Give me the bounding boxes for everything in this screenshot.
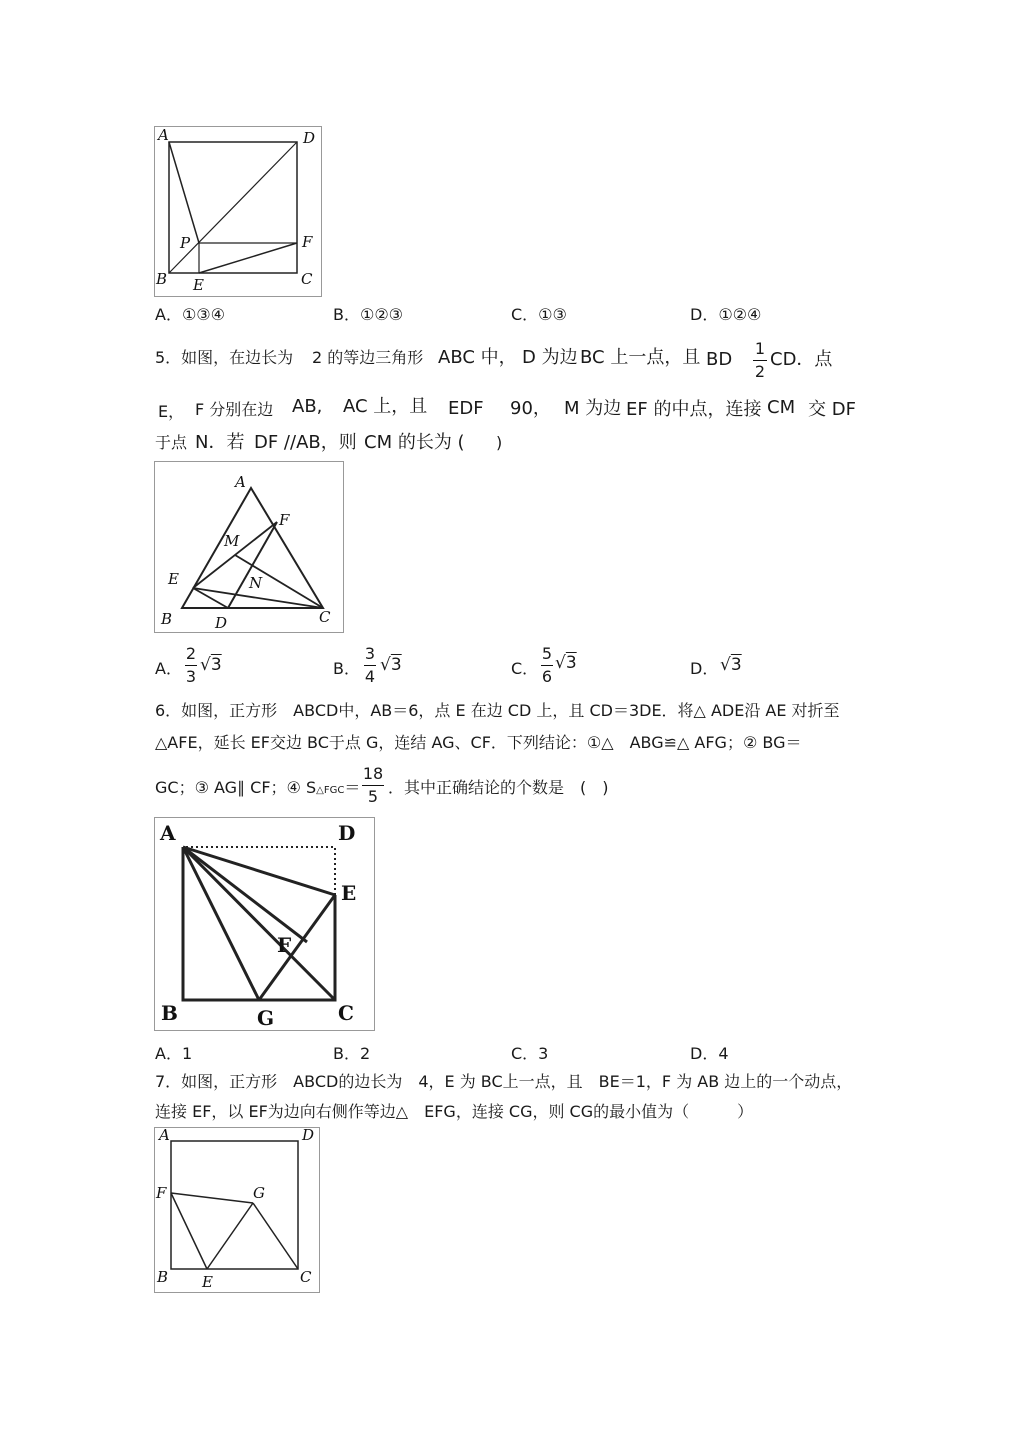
q5-text-2c: AB,: [292, 396, 323, 417]
q5-text-2j: 交 DF: [808, 399, 856, 420]
q6-option-d[interactable]: D．4: [690, 1044, 729, 1063]
q7-figure: [154, 1127, 320, 1293]
q5-text-2i: CM: [767, 397, 796, 418]
q6-text-3a: [155, 780, 360, 796]
q5-fraction-den: 2: [754, 362, 766, 381]
q6-text-3-eq: ＝: [344, 778, 361, 797]
q5-text-1g: CD．点: [770, 349, 833, 370]
q5-option-d-rad: 3: [730, 655, 742, 675]
q5-option-a[interactable]: A．: [155, 659, 182, 678]
q5-option-d-sqrt: √3: [720, 655, 742, 675]
q5-text-3a: 于点: [155, 433, 188, 452]
q4-option-b[interactable]: B．①②③: [333, 305, 404, 324]
q7-label-e: E: [202, 1273, 213, 1291]
q6-label-f: F: [277, 933, 292, 957]
q5-option-d[interactable]: D．: [690, 659, 719, 678]
q6-text-1: 6．如图，正方形 ABCD中，AB＝6，点 E 在边 CD 上，且 CD＝3DE．将△ ADE沿 AE 对折至: [155, 701, 840, 720]
q5-label-d: D: [215, 614, 228, 632]
q7-text-1: 7．如图，正方形 ABCD的边长为 4，E 为 BC上一点，且 BE＝1，F 为 AB 边上的一个动点，: [155, 1072, 853, 1091]
q5-text-3c: DF //AB，则: [254, 432, 357, 453]
q5-text-2h: EF 的中点，连接: [626, 399, 762, 420]
q5-text-3d: CM 的长为 (: [364, 432, 465, 453]
q5-label-c: C: [319, 608, 331, 626]
q5-option-b-rad: 3: [390, 655, 402, 675]
q5-option-a-num: 2: [185, 644, 197, 663]
q4-label-c: C: [301, 270, 313, 288]
q5-text-2g: M 为边: [564, 398, 622, 419]
q4-label-f: F: [302, 233, 313, 251]
q5-option-c[interactable]: C．: [511, 659, 539, 678]
q5-option-c-den: 6: [541, 667, 553, 686]
q4-label-b: B: [156, 270, 168, 288]
q4-option-d[interactable]: D．①②④: [690, 305, 762, 324]
q5-label-n: N: [249, 574, 263, 592]
q5-option-a-den: 3: [185, 667, 197, 686]
q5-fraction: [753, 341, 767, 380]
q5-text-1f: BD: [706, 349, 733, 370]
q6-text-3b: ．其中正确结论的个数是 ( ): [388, 778, 609, 797]
q6-text-2: △AFE，延长 EF交边 BC于点 G，连结 AG、CF．下列结论：①△ ABG≌△ AFG；② BG＝: [155, 733, 802, 752]
q7-label-b: B: [157, 1268, 169, 1286]
q5-figure: [154, 461, 344, 633]
q6-text-3-sub: △FGC: [316, 785, 345, 796]
q5-text-2f: 90，: [510, 398, 551, 419]
q4-option-c[interactable]: C．①③: [511, 305, 567, 324]
q7-text-2: 连接 EF，以 EF为边向右侧作等边△ EFG，连接 CG，则 CG的最小值为（ ）: [155, 1102, 754, 1121]
q7-label-a: A: [159, 1128, 170, 1144]
q5-option-b-frac: [364, 646, 376, 685]
q5-text-3e: ): [496, 433, 503, 452]
q5-text-2e: EDF: [448, 398, 484, 419]
q6-figure: [154, 817, 375, 1031]
q7-label-f: F: [156, 1184, 167, 1202]
q5-fraction-num: 1: [754, 339, 766, 358]
q6-label-e: E: [341, 881, 357, 905]
q5-option-c-sqrt: √3: [555, 653, 577, 673]
q5-label-m: M: [224, 532, 240, 550]
q5-text-3b: N．若: [195, 432, 245, 453]
q5-text-2d: AC 上，且: [343, 396, 428, 417]
q6-fraction: [362, 766, 384, 805]
q5-text-1c: ABC 中，: [438, 347, 517, 368]
q5-label-b: B: [161, 610, 173, 628]
q5-option-b-sqrt: √3: [380, 655, 402, 675]
q5-option-a-sqrt: √3: [200, 655, 222, 675]
q6-text-3-main: GC；③ AG∥ CF；④ S: [155, 778, 317, 797]
q6-label-a: A: [160, 821, 176, 845]
q5-text-1b: 2 的等边三角形: [312, 348, 424, 367]
q4-label-e: E: [193, 276, 204, 294]
q7-label-c: C: [300, 1268, 312, 1286]
q5-option-b-num: 3: [364, 644, 376, 663]
q6-fraction-num: 18: [362, 764, 384, 783]
q6-option-b[interactable]: B．2: [333, 1044, 371, 1063]
q6-fraction-den: 5: [367, 787, 379, 806]
q5-option-c-frac: [541, 646, 553, 685]
q5-text-1d: D 为边: [522, 347, 578, 368]
q5-label-a: A: [235, 473, 246, 491]
q5-text-1e: BC 上一点，且: [580, 347, 701, 368]
q5-option-a-frac: [185, 646, 197, 685]
q4-label-d: D: [303, 129, 316, 147]
q6-label-c: C: [338, 1001, 354, 1025]
q7-label-g: G: [253, 1184, 265, 1202]
q5-option-c-num: 5: [541, 644, 553, 663]
q5-option-a-rad: 3: [210, 655, 222, 675]
q5-label-f: F: [279, 511, 290, 529]
q5-option-c-rad: 3: [565, 653, 577, 673]
q4-label-p: P: [180, 234, 191, 252]
q4-option-a[interactable]: A．①③④: [155, 305, 225, 324]
q5-text-1a: 5．如图，在边长为: [155, 348, 294, 367]
q6-option-c[interactable]: C．3: [511, 1044, 549, 1063]
q5-label-e: E: [168, 570, 179, 588]
q6-label-d: D: [338, 821, 356, 845]
q5-text-2a: E，: [158, 402, 185, 421]
q4-figure: [154, 126, 322, 297]
q4-label-a: A: [158, 127, 169, 144]
q6-label-g: G: [257, 1006, 275, 1030]
q6-option-a[interactable]: A．1: [155, 1044, 193, 1063]
q5-option-b[interactable]: B．: [333, 659, 360, 678]
q6-label-b: B: [161, 1001, 178, 1025]
q7-label-d: D: [302, 1128, 315, 1144]
q5-option-b-den: 4: [364, 667, 376, 686]
q5-text-2b: F 分别在边: [195, 400, 274, 419]
